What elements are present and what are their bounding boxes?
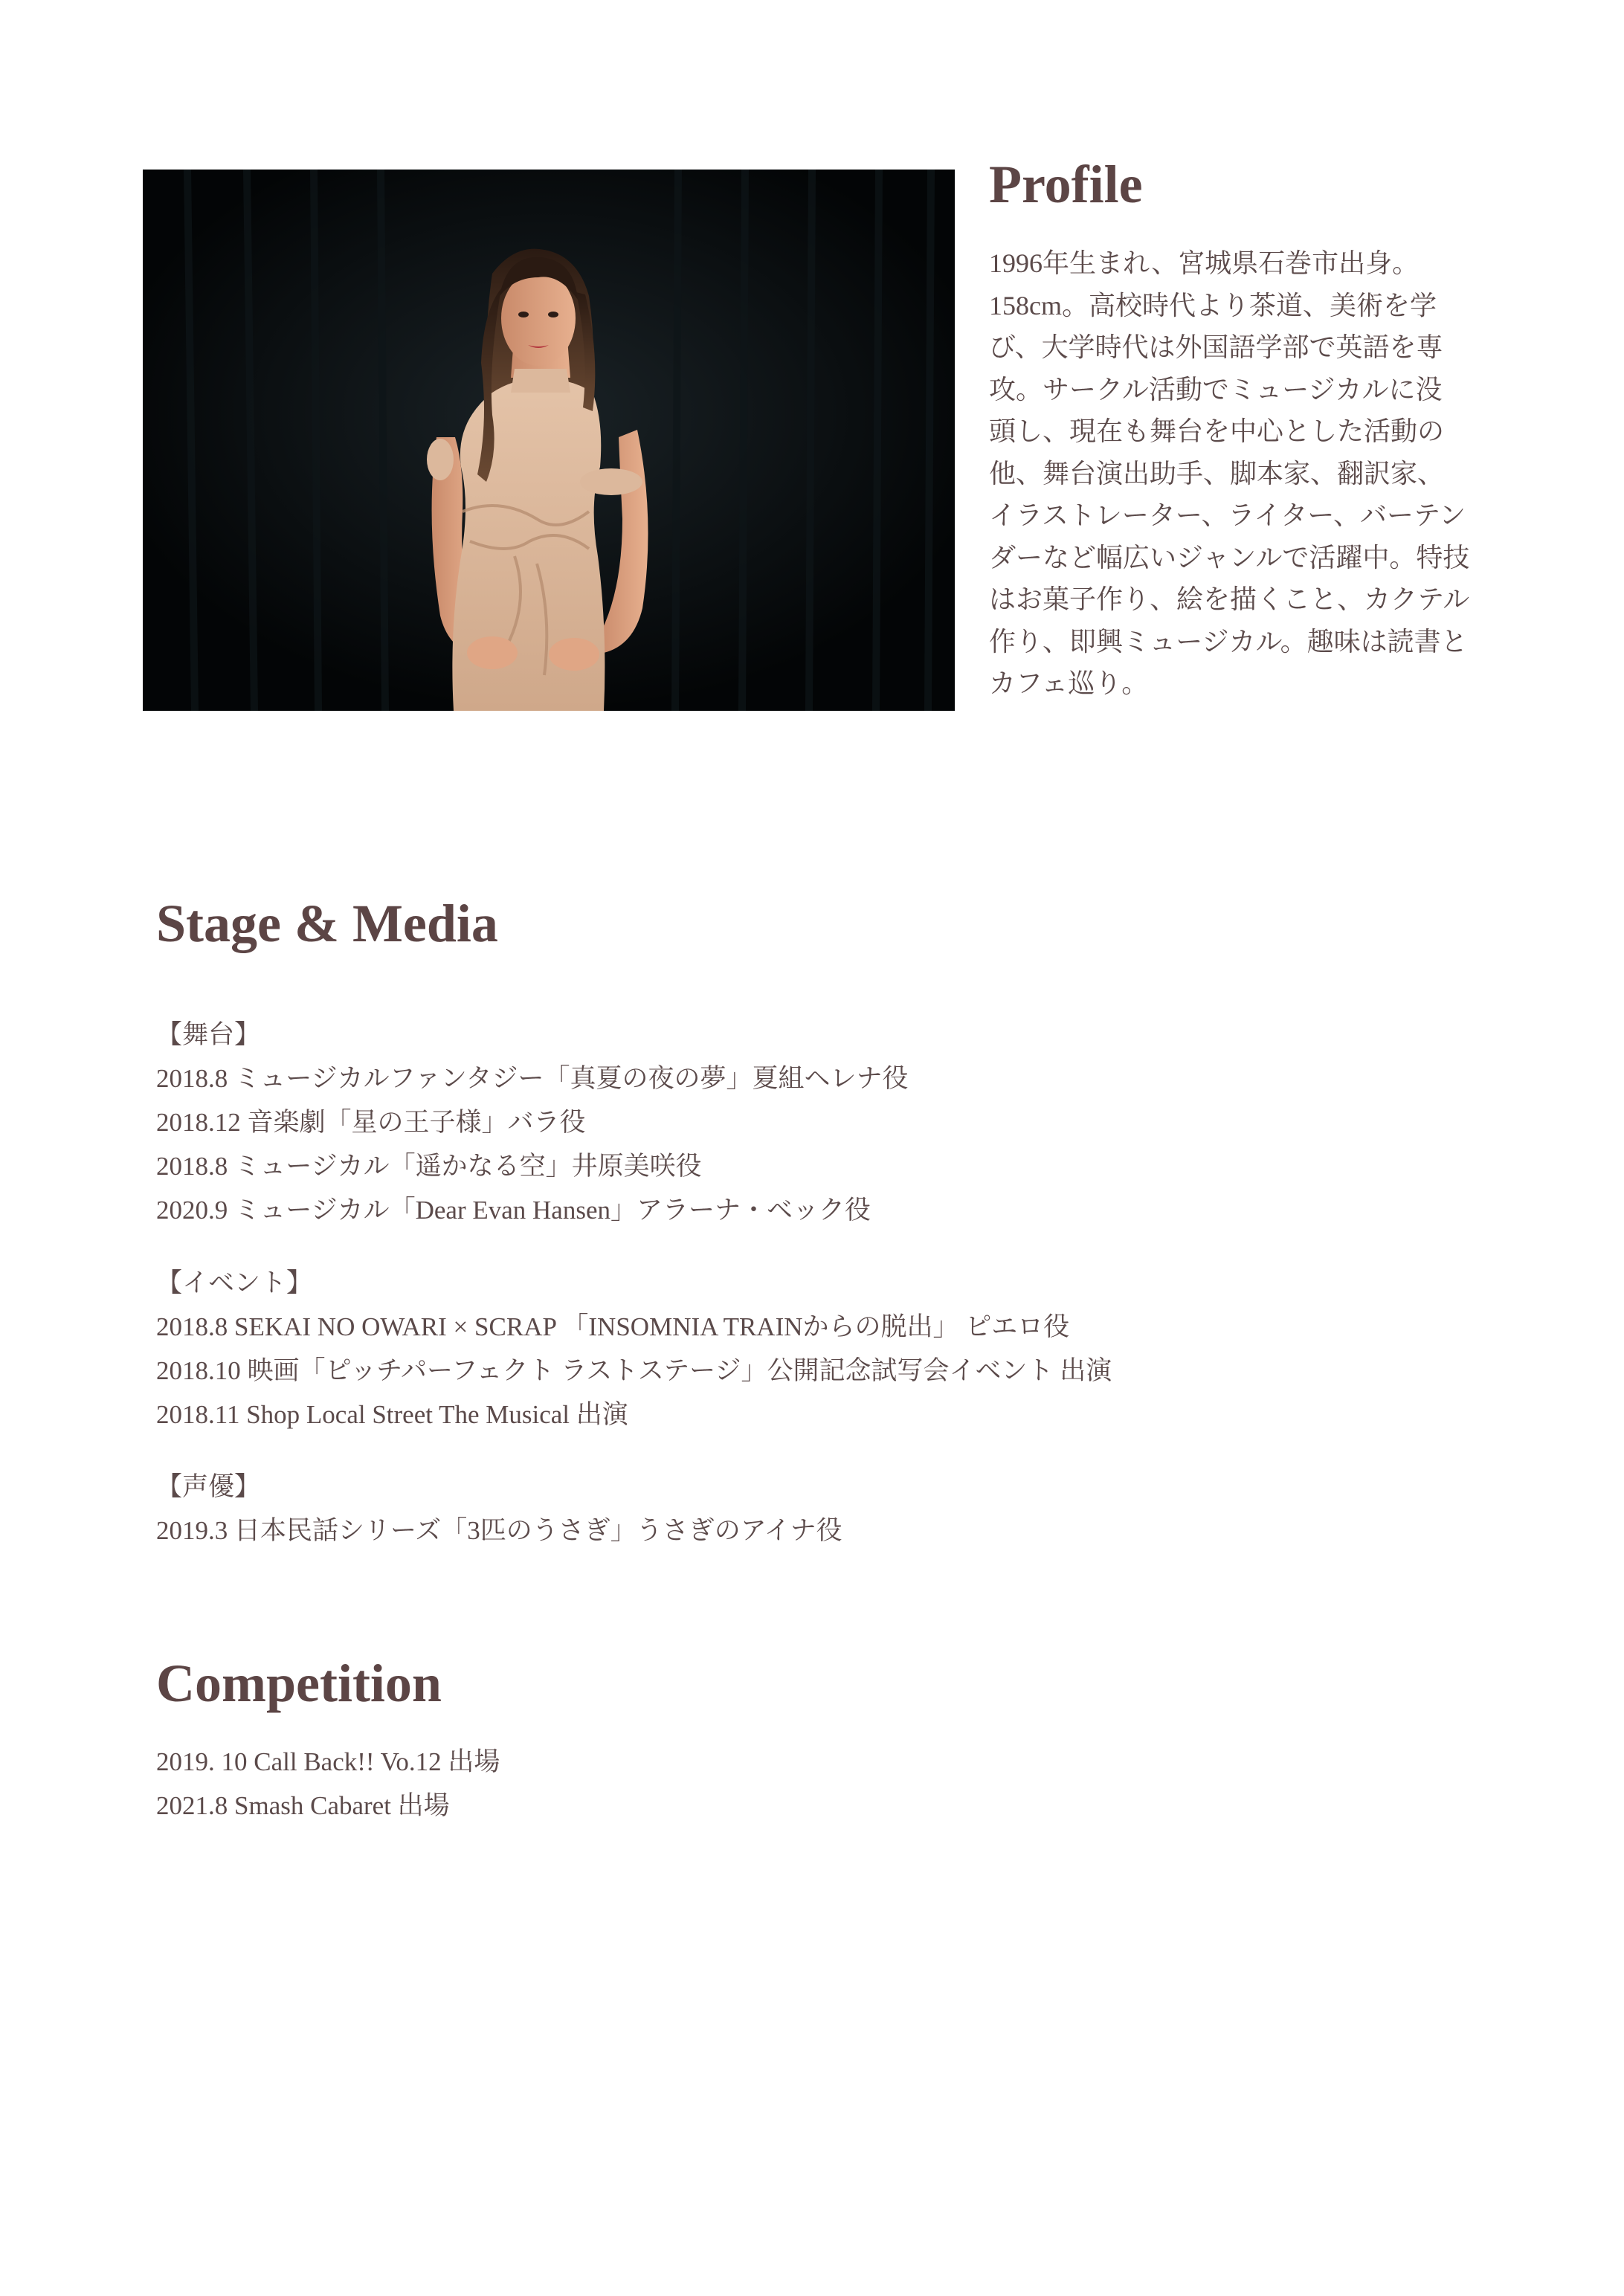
list-item: 2018.8 ミュージカルファンタジー「真夏の夜の夢」夏組ヘレナ役 [156,1064,909,1093]
competition-list [156,1740,500,1828]
profile-line: 他、舞台演出助手、脚本家、翻訳家、 [989,458,1445,488]
profile-line: 158cm。高校時代より茶道、美術を学 [989,290,1437,320]
profile-line: はお菓子作り、絵を描くこと、カクテル [989,584,1470,614]
profile-line: ダーなど幅広いジャンルで活躍中。特技 [989,542,1470,573]
stage-list [156,1013,909,1232]
profile-heading: Profile [989,155,1143,214]
list-item: 2019.3 日本民話シリーズ「3匹のうさぎ」うさぎのアイナ役 [156,1516,842,1545]
list-item: 2020.9 ミュージカル「Dear Evan Hansen」アラーナ・ベック役 [156,1196,871,1225]
list-item: 2018.11 Shop Local Street The Musical 出演 [156,1400,628,1429]
event-list [156,1261,1112,1436]
list-item: 2021.8 Smash Cabaret 出場 [156,1791,450,1820]
profile-line: び、大学時代は外国語学部で英語を専 [989,332,1443,362]
profile-line: 攻。サークル活動でミュージカルに没 [989,374,1443,404]
profile-photo [143,170,955,711]
event-label: 【イベント】 [156,1268,313,1297]
voice-acting-list [156,1465,842,1552]
list-item: 2018.8 SEKAI NO OWARI × SCRAP 「INSOMNIA TRAINからの脱出」 ピエロ役 [156,1312,1070,1341]
list-item: 2019. 10 Call Back!! Vo.12 出場 [156,1747,500,1776]
voice-label: 【声優】 [156,1472,261,1501]
profile-line: 頭し、現在も舞台を中心とした活動の [989,416,1445,446]
profile-photo-illustration [143,170,955,711]
list-item: 2018.8 ミュージカル「遥かなる空」井原美咲役 [156,1152,702,1181]
competition-heading: Competition [156,1654,442,1713]
list-item: 2018.12 音楽劇「星の王子様」バラ役 [156,1108,586,1137]
list-item: 2018.10 映画「ピッチパーフェクト ラストステージ」公開記念試写会イベント 出演 [156,1356,1112,1385]
profile-line: 1996年生まれ、宮城県石巻市出身。 [989,248,1420,278]
profile-line: カフェ巡り。 [989,668,1149,698]
profile-description [989,242,1495,705]
stage-media-heading: Stage & Media [156,894,498,953]
profile-line: 作り、即興ミュージカル。趣味は読書と [989,626,1468,657]
profile-line: イラストレーター、ライター、バーテン [989,500,1466,530]
stage-label: 【舞台】 [156,1020,261,1049]
